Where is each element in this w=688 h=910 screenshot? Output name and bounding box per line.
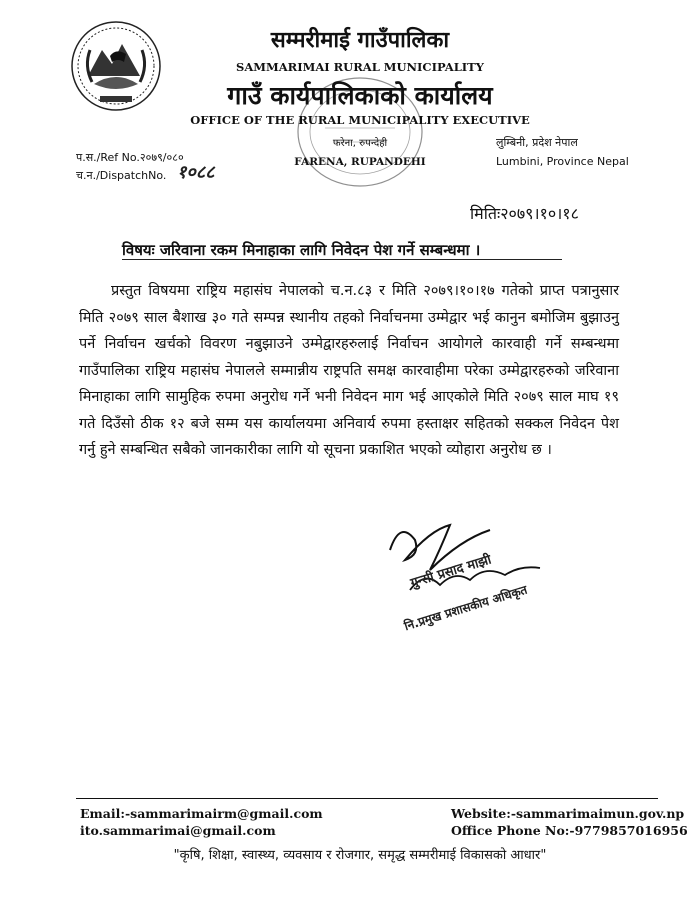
- province-np: लुम्बिनी, प्रदेश नेपाल: [496, 136, 578, 149]
- subject-underline: [122, 259, 562, 260]
- signature-icon: [370, 510, 570, 660]
- government-emblem-icon: [70, 20, 162, 112]
- signer-title: नि.प्रमुख प्रशासकीय अधिकृत: [402, 582, 529, 634]
- province-en: Lumbini, Province Nepal: [496, 155, 629, 168]
- footer-divider: [76, 798, 658, 799]
- letter-subject: विषयः जरिवाना रकम मिनाहाका लागि निवेदन पेश गर्ने सम्बन्धमा ।: [122, 241, 481, 259]
- footer-email-primary: Email:-sammarimairm@gmail.com: [80, 806, 323, 821]
- office-name-en: OFFICE OF THE RURAL MUNICIPALITY EXECUTIVE: [190, 113, 530, 127]
- footer-website: Website:-sammarimaimun.gov.np: [451, 806, 685, 821]
- address-en: FARENA, RUPANDEHI: [294, 156, 426, 168]
- office-name-np: गाउँ कार्यपालिकाको कार्यालय: [227, 81, 493, 110]
- footer-slogan: "कृषि, शिक्षा, स्वास्थ्य, व्यवसाय र रोजगार, समृद्ध सम्मरीमाई विकासको आधार": [173, 848, 547, 863]
- footer-email-secondary: ito.sammarimai@gmail.com: [80, 823, 276, 838]
- municipality-name-en: SAMMARIMAI RURAL MUNICIPALITY: [236, 60, 484, 74]
- reference-number: प.स./Ref No.२०७९/०८०: [76, 151, 184, 164]
- dispatch-number-handwritten: १०८८: [177, 162, 215, 183]
- signer-name: गुन्सी प्रसाद माझी: [408, 552, 494, 592]
- footer-phone: Office Phone No:-9779857016956: [451, 823, 688, 838]
- dispatch-number-label: च.न./DispatchNo.: [76, 169, 167, 182]
- letter-date: मितिः२०७९।१०।१८: [470, 204, 579, 223]
- address-np: फरेना, रुपन्देही: [332, 138, 388, 149]
- letter-body: प्रस्तुत विषयमा राष्ट्रिय महासंघ नेपालको च.न.८३ र मिति २०७९।१०।१७ गतेको प्राप्त पत्रानुसार मिति २०७९ साल बैशाख ३० गते सम्पन्न स्थानीय तहको निर्वाचनमा उम्मेद्वार भई कानुन बमोजिम बुझाउनु पर्ने निर्वाचन खर्चको विवरण नबुझाउने उम्मेद्वारहरुलाई निर्वाचन आयोगले कारवाही गर्ने सम्बन्धमा गाउँपालिका राष्ट्रिय महासंघ नेपालले सम्मान्नीय राष्ट्रपति समक्ष कारवाहीमा परेका उम्मेद्वारहरुको जरिवाना मिनाहाका लागि सामुहिक रुपमा अनुरोध गर्ने भनी निवेदन माग भई आएकोले मिति २०७९ साल माघ १९ गते दिउँसो ठीक १२ बजे सम्म यस कार्यालयमा अनिवार्य रुपमा हस्ताक्षर सहितको सक्कल निवेदन पेश गर्नु हुने सम्बन्धित सबैको जानकारीका लागि यो सूचना प्रकाशित भएको व्योहारा अनुरोध छ ।: [79, 283, 619, 458]
- municipality-name-np: सम्मरीमाई गाउँपालिका: [270, 28, 450, 53]
